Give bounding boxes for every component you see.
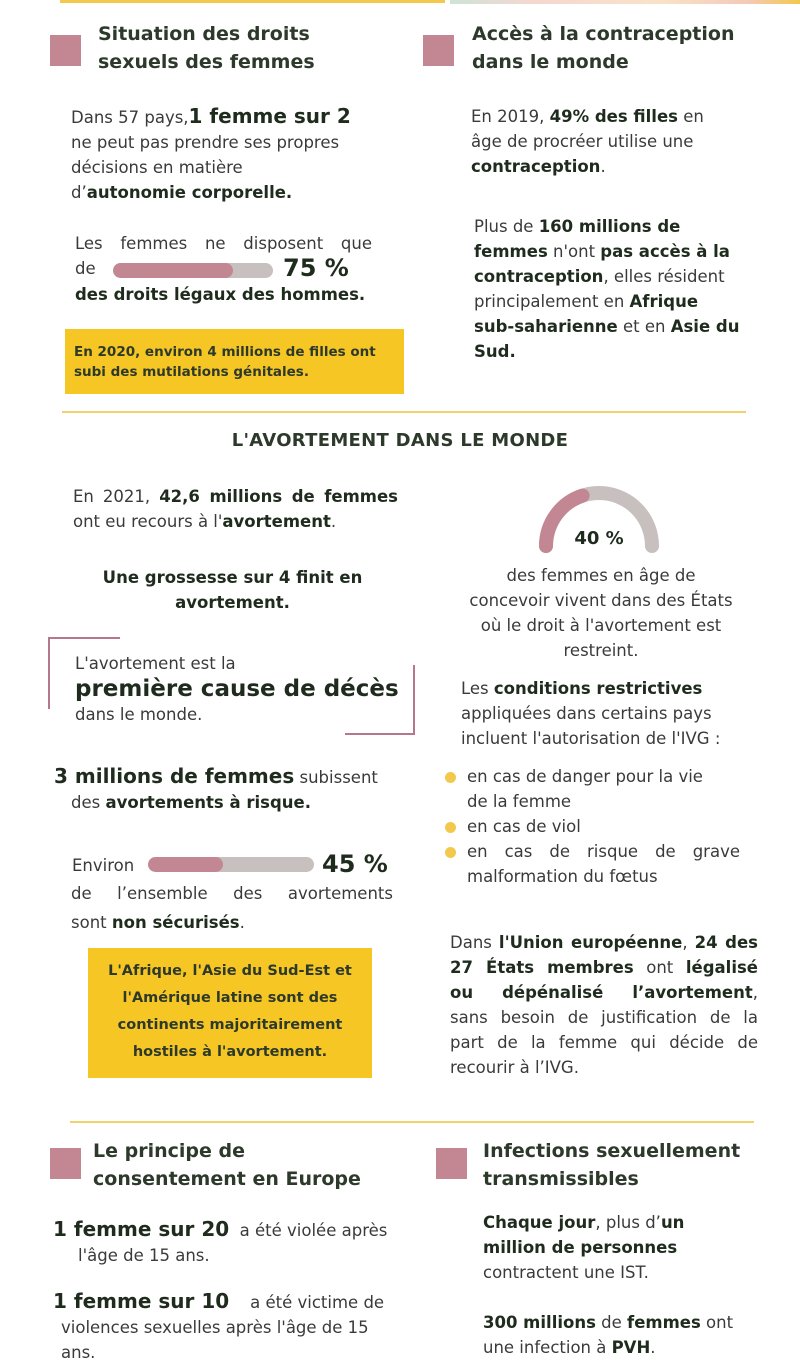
avortement-2021-text-line2: ont eu recours à l'avortement.	[73, 512, 337, 531]
contraception-usage-text: En 2019, 49% des filles en âge de procréer utilise une contraception.	[471, 107, 704, 176]
bullet-malformation: en cas de risque de grave malformation du fœtus	[467, 842, 740, 886]
pink-square-icon	[423, 35, 454, 66]
section-title-consentement: Le principe de consentement en Europe	[93, 1140, 361, 1190]
bullet-viol: en cas de viol	[467, 817, 581, 836]
section-title-avortement: L'AVORTEMENT DANS LE MONDE	[231, 430, 569, 451]
continents-callout: L'Afrique, l'Asie du Sud-Est et l'Amérique latine sont des continents majoritairement hostiles à l'avortement.	[88, 948, 372, 1078]
droits-progress-fill	[113, 263, 233, 278]
pink-square-icon	[436, 1148, 467, 1179]
section-title-contraception: Accès à la contraception dans le monde	[472, 23, 735, 73]
consentement-violences-text: 1 femme sur 10 a été victime de violences sexuelles après l'âge de 15 ans.	[53, 1289, 385, 1362]
cause-highlight: première cause de décès	[75, 676, 399, 702]
droits-percent: 75 %	[283, 254, 349, 282]
avortement-2021-text: En 2021, 42,6 millions de femmes	[73, 487, 398, 506]
droits-de-label: de	[75, 259, 96, 278]
environ-label: Environ	[72, 856, 135, 875]
non-securises-text: de l’ensemble des avortements	[71, 884, 393, 903]
section-divider	[62, 411, 746, 413]
conditions-text: Les conditions restrictives appliquées dans certains pays incluent l'autorisation de l'IVG :	[461, 679, 721, 748]
ist-pvh-text: 300 millions de femmes ont une infection à PVH.	[483, 1313, 734, 1357]
cause-end: dans le monde.	[75, 705, 203, 724]
droits-autonomie-text: Dans 57 pays,1 femme sur 2 ne peut pas prendre ses propres décisions en matière d’autonomie corporelle.	[71, 104, 351, 202]
section-divider	[70, 1121, 754, 1123]
yellow-dot-icon	[445, 772, 456, 783]
section-title-ist: Infections sexuellement transmissibles	[483, 1140, 741, 1190]
top-divider	[60, 0, 445, 3]
droits-progress-bar	[113, 263, 273, 278]
pink-square-icon	[50, 1148, 81, 1179]
consentement-viol-text: 1 femme sur 20 a été violée après l'âge de 15 ans.	[53, 1217, 388, 1265]
yellow-dot-icon	[445, 847, 456, 858]
cause-intro: L'avortement est la	[75, 654, 236, 673]
union-europeenne-text: Dans l'Union européenne, 24 des 27 États membres ont légalisé ou dépénalisé l’avortement, sans besoin de justification de la part de la femme qui décide de recourir à l’IVG.	[450, 933, 758, 1077]
restrictive-states-text: des femmes en âge de concevoir vivent dans des États où le droit à l'avortement est restreint.	[469, 566, 733, 660]
pink-square-icon	[50, 35, 81, 66]
mutilations-callout: En 2020, environ 4 millions de filles ont subi des mutilations génitales.	[65, 329, 404, 394]
grossesse-text: Une grossesse sur 4 finit en avortement.	[102, 568, 363, 612]
non-securises-progress-bar	[148, 857, 314, 872]
header-illustration-strip	[450, 0, 800, 4]
ist-daily-text: Chaque jour, plus d’un million de personnes contractent une IST.	[483, 1213, 685, 1282]
non-securises-progress-fill	[148, 857, 223, 872]
contraception-access-text: Plus de 160 millions de femmes n'ont pas accès à la contraception, elles résident principalement en Afrique sub-saharienne et en Asie du Sud.	[474, 217, 740, 361]
non-securises-percent: 45 %	[322, 850, 388, 878]
non-securises-end: sont non sécurisés.	[71, 913, 245, 932]
droits-legaux-text: Les femmes ne disposent que	[75, 234, 372, 253]
section-title-droits: Situation des droits sexuels des femmes	[98, 23, 315, 73]
gauge-percent: 40 %	[574, 528, 624, 549]
bullet-danger: en cas de danger pour la vie de la femme	[467, 767, 703, 811]
droits-legaux-end: des droits légaux des hommes.	[75, 285, 366, 304]
yellow-dot-icon	[445, 822, 456, 833]
risque-text: 3 millions de femmes subissent des avortements à risque.	[54, 764, 378, 812]
